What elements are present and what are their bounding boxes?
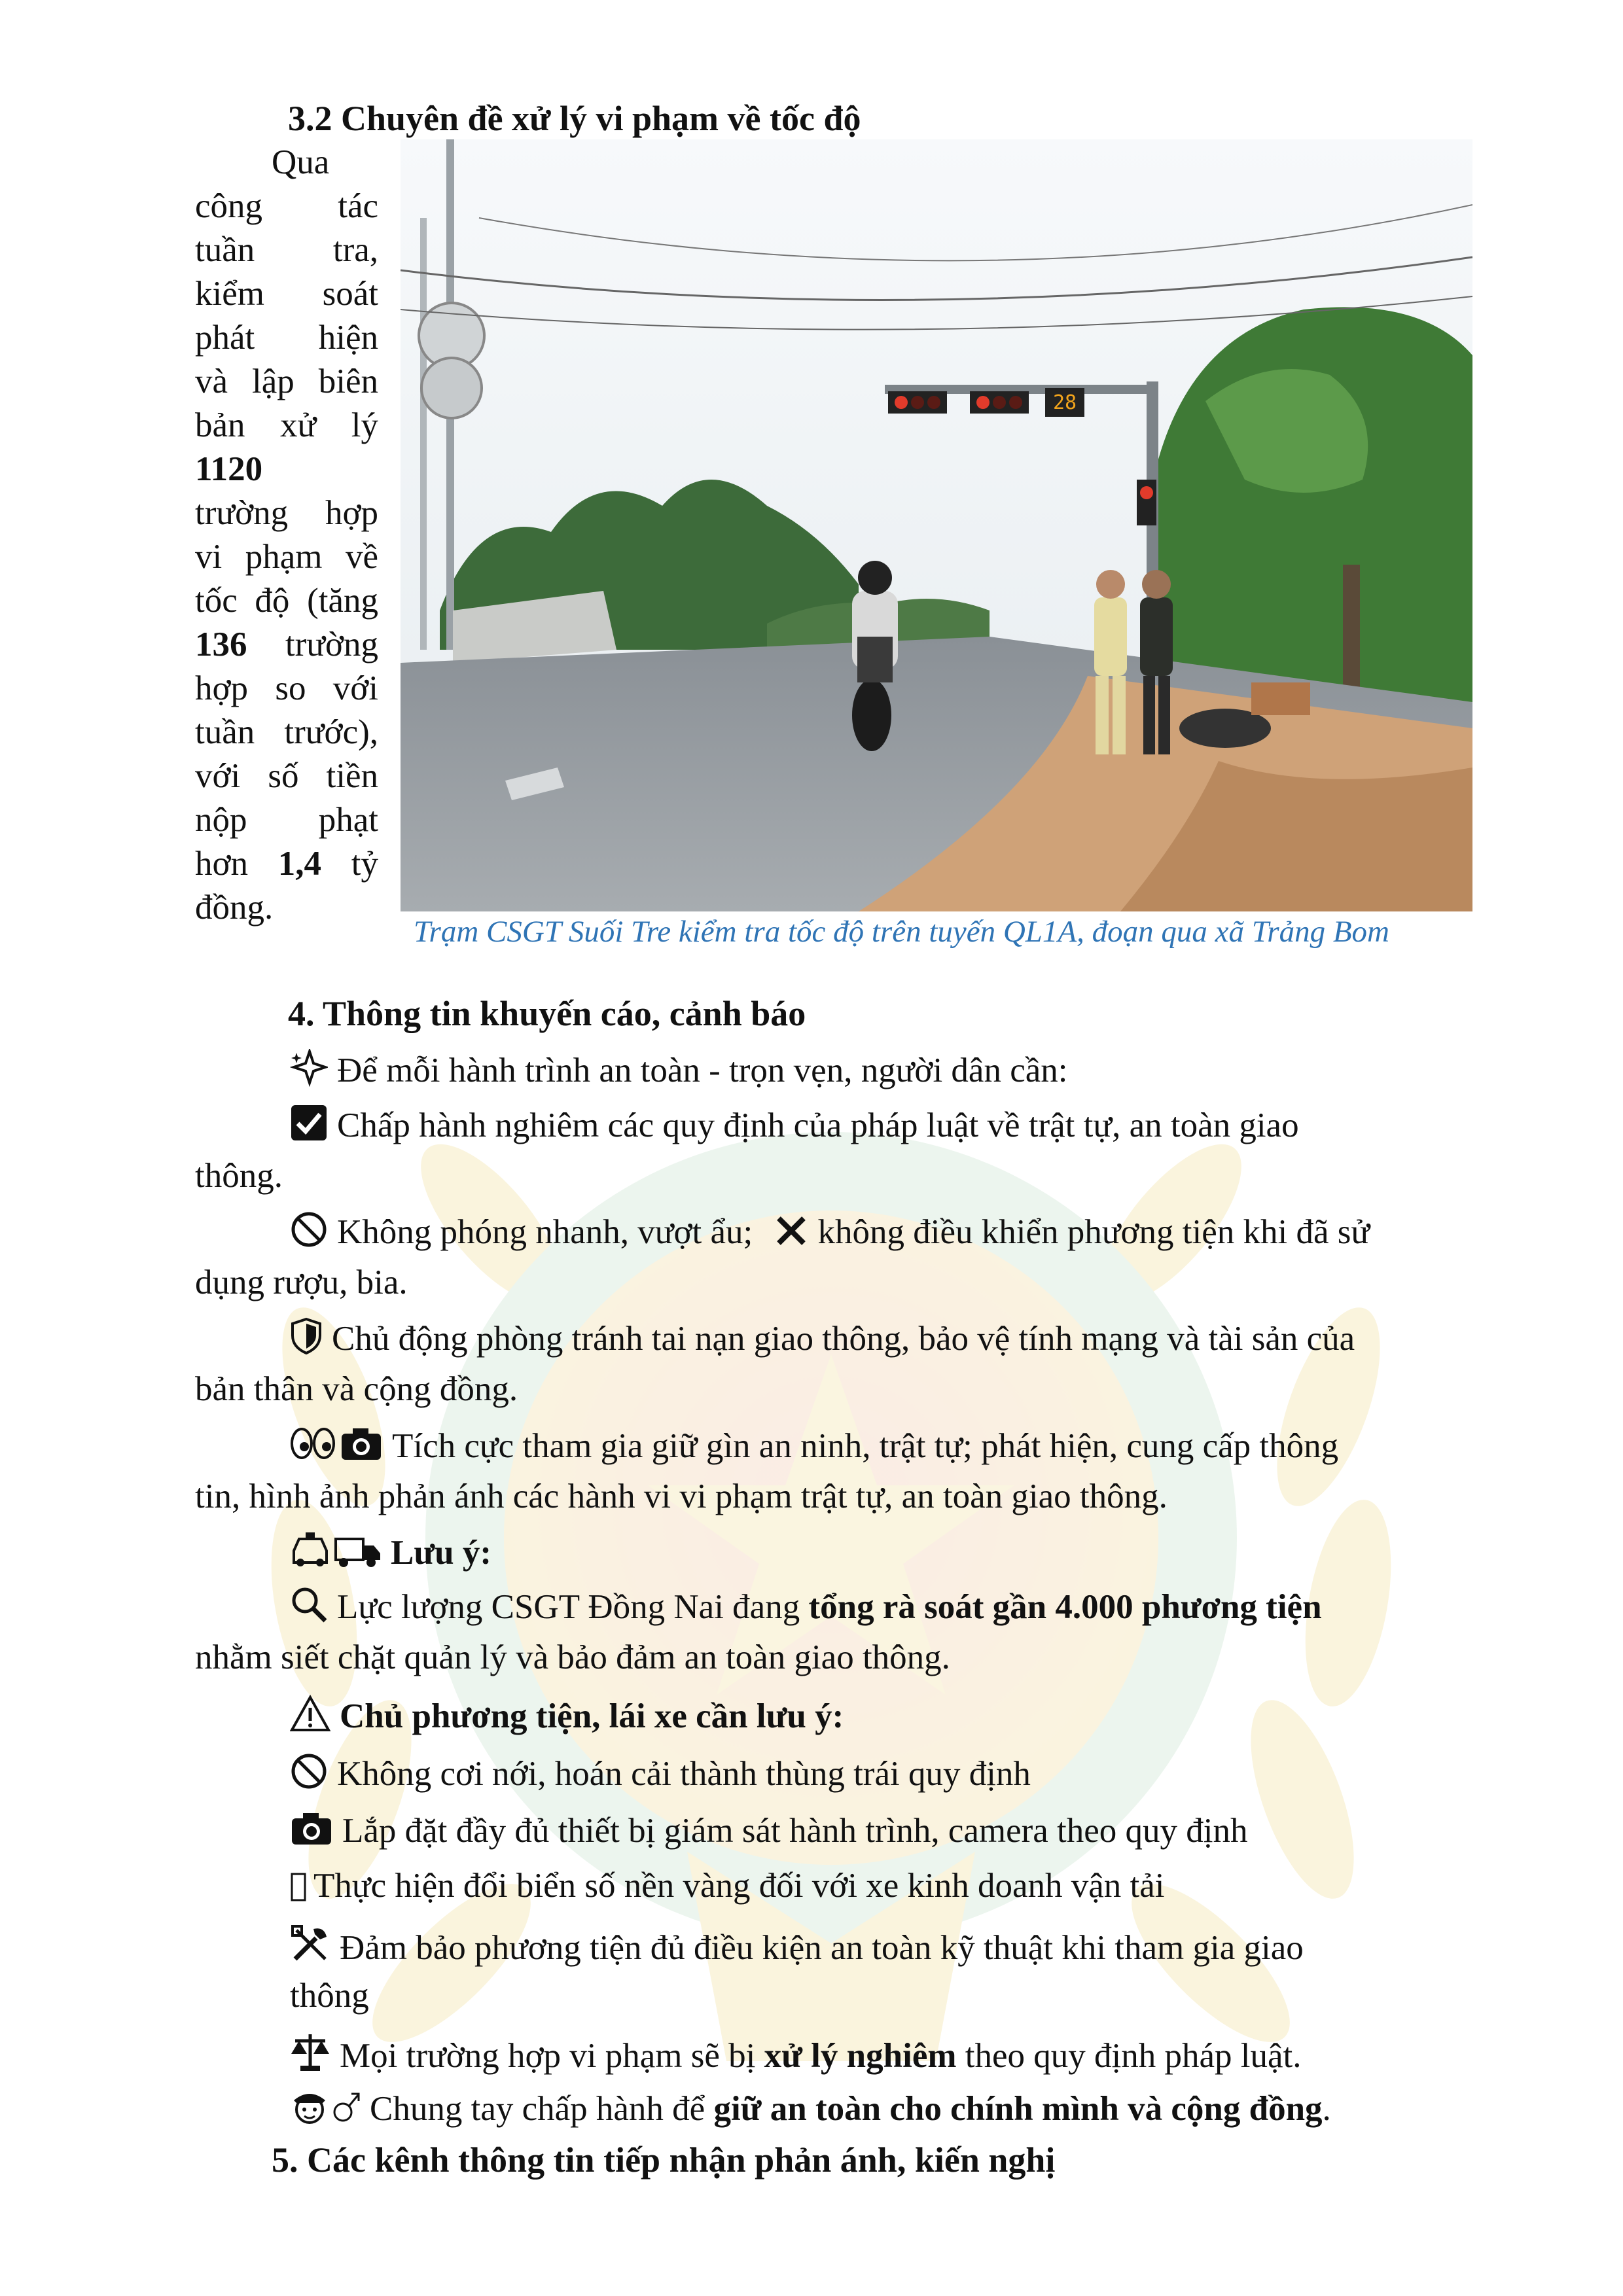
warning-heading-text: Chủ phương tiện, lái xe cần lưu ý:: [340, 1697, 844, 1735]
note-1-line-1: [290, 1585, 1322, 1627]
speed-text-part: Qua: [272, 143, 330, 181]
speed-text-part: với số tiền: [195, 757, 378, 795]
warning-4-text: Đảm bảo phương tiện đủ điều kiện an toàn kỹ thuật khi tham gia giao: [340, 1929, 1304, 1967]
intro-line: [290, 1049, 1067, 1090]
item-2-text-a: Không phóng nhanh, vượt ẩu;: [337, 1213, 753, 1251]
speed-text-line: [195, 185, 378, 228]
warning-6-bold: giữ an toàn cho chính mình và cộng đồng: [713, 2090, 1323, 2128]
speed-text-part: trường hợp: [195, 494, 378, 532]
speed-text-part: tuần tra,: [195, 231, 378, 269]
speed-text-part: bản xử lý: [195, 406, 378, 444]
speed-violation-text: [195, 141, 378, 930]
item-2-text-b: không điều khiển phương tiện khi đã sử: [817, 1213, 1370, 1251]
prohibited-icon: [290, 1210, 328, 1248]
warning-6: [290, 2086, 1331, 2128]
item-4-line-2: tin, hình ảnh phản ánh các hành vi vi phạm trật tự, an toàn giao thông.: [195, 1477, 1168, 1515]
speed-text-line: [195, 448, 378, 491]
placeholder-box-icon: [290, 1872, 307, 1902]
note-label: Lưu ý:: [391, 1534, 492, 1572]
warning-3-text: Thực hiện đổi biển số nền vàng đối với xe kinh doanh vận tải: [313, 1867, 1165, 1905]
speed-text-line: [195, 667, 378, 711]
item-1-line-1: [290, 1104, 1299, 1145]
police-car-icon: [290, 1531, 330, 1569]
speed-text-part: tỷ: [321, 845, 378, 883]
camera-icon: [290, 1809, 333, 1847]
speed-text-part: công tác: [195, 187, 378, 225]
speed-text-part: phát hiện: [195, 319, 378, 357]
warning-3: [290, 1866, 1165, 1905]
check-box-icon: [290, 1104, 328, 1142]
male-sign-icon: [332, 2089, 361, 2125]
speed-text-part: kiểm soát: [195, 275, 378, 313]
warning-4-line-1: [290, 1924, 1304, 1968]
camera-icon: [340, 1424, 383, 1462]
speed-text-part: hợp so với: [195, 669, 378, 707]
warning-6-text: Chung tay chấp hành để: [370, 2090, 714, 2128]
speed-text-line: [195, 842, 378, 886]
speed-text-line: [195, 754, 378, 798]
speed-text-line: [195, 535, 378, 579]
warning-2: [290, 1809, 1248, 1850]
section-3-2-heading: 3.2 Chuyên đề xử lý vi phạm về tốc độ: [288, 99, 861, 138]
speed-text-line: [195, 272, 378, 316]
speed-text-part: nộp phạt: [195, 801, 378, 839]
note-1-text: Lực lượng CSGT Đồng Nai đang: [337, 1588, 809, 1626]
speed-text-bold: 1,4: [277, 845, 322, 883]
magnifier-icon: [290, 1585, 328, 1623]
warning-4-line-2: thông: [290, 1977, 369, 2015]
speed-check-photo: [401, 139, 1472, 911]
speed-text-part: hơn: [195, 845, 278, 883]
speed-text-line: [195, 360, 378, 404]
speed-text-line: [195, 491, 378, 535]
speed-text-part: tuần trước),: [195, 713, 378, 751]
speed-text-part: đồng.: [195, 889, 274, 927]
item-3-line-1: [290, 1317, 1355, 1358]
item-3-line-2: bản thân và cộng đồng.: [195, 1370, 518, 1408]
warning-2-text: Lắp đặt đầy đủ thiết bị giám sát hành trình, camera theo quy định: [342, 1812, 1248, 1850]
sparkles-icon: [290, 1049, 328, 1087]
speed-text-bold: 1120: [195, 450, 263, 488]
speed-text-part: trường: [247, 626, 378, 663]
eyes-icon: [290, 1424, 336, 1462]
note-line: [290, 1531, 491, 1572]
item-3-text: Chủ động phòng tránh tai nạn giao thông, bảo vệ tính mạng và tài sản của: [332, 1320, 1355, 1358]
item-2-line-1: [290, 1210, 1370, 1252]
section-5-heading: 5. Các kênh thông tin tiếp nhận phản ánh, kiến nghị: [272, 2140, 1056, 2180]
note-1-line-2: nhằm siết chặt quản lý và bảo đảm an toàn giao thông.: [195, 1638, 950, 1676]
speed-text-part: và lập biên: [195, 362, 378, 400]
item-4-line-1: [290, 1424, 1338, 1466]
speed-text-line: [195, 886, 378, 930]
warning-5-text: Mọi trường hợp vi phạm sẽ bị: [340, 2037, 764, 2075]
item-2-line-2: dụng rượu, bia.: [195, 1263, 408, 1301]
speed-text-line: [195, 623, 378, 667]
shield-icon: [290, 1317, 323, 1355]
scales-icon: [290, 2032, 330, 2072]
section-4-heading: 4. Thông tin khuyến cáo, cảnh báo: [288, 994, 806, 1033]
speed-text-line: [195, 228, 378, 272]
prohibited-icon: [290, 1752, 328, 1790]
warning-5: [290, 2032, 1301, 2075]
speed-text-part: vi phạm về: [195, 538, 378, 576]
warning-5-post: theo quy định pháp luật.: [956, 2037, 1302, 2075]
warning-6-post: .: [1322, 2090, 1331, 2128]
speed-text-line: [195, 316, 378, 360]
speed-text-bold: 136: [195, 626, 247, 663]
item-4-text: Tích cực tham gia giữ gìn an ninh, trật tự; phát hiện, cung cấp thông: [392, 1427, 1339, 1465]
warning-1: [290, 1752, 1031, 1793]
cross-mark-icon: [774, 1213, 809, 1248]
speed-text-line: [195, 404, 378, 448]
item-1-text: Chấp hành nghiêm các quy định của pháp luật về trật tự, an toàn giao: [337, 1106, 1299, 1144]
speed-text-part: tốc độ (tăng: [195, 582, 378, 620]
photo-caption: Trạm CSGT Suối Tre kiểm tra tốc độ trên tuyến QL1A, đoạn qua xã Trảng Bom: [414, 915, 1389, 949]
speed-text-line: [195, 579, 378, 623]
speed-text-line: [195, 141, 378, 185]
warning-1-text: Không cơi nới, hoán cải thành thùng trái quy định: [337, 1755, 1031, 1793]
truck-icon: [334, 1531, 382, 1569]
police-officer-icon: [290, 2086, 329, 2125]
speed-text-line: [195, 798, 378, 842]
note-1-bold: tổng rà soát gần 4.000 phương tiện: [808, 1588, 1322, 1626]
tools-icon: [290, 1924, 330, 1964]
item-1-line-2: thông.: [195, 1157, 283, 1195]
signal-countdown: 28: [1052, 391, 1077, 414]
intro-text: Để mỗi hành trình an toàn - trọn vẹn, người dân cần:: [337, 1051, 1068, 1089]
warning-icon: [290, 1695, 330, 1733]
warning-heading: [290, 1695, 844, 1736]
speed-text-line: [195, 711, 378, 754]
warning-5-bold: xử lý nghiêm: [764, 2037, 957, 2075]
